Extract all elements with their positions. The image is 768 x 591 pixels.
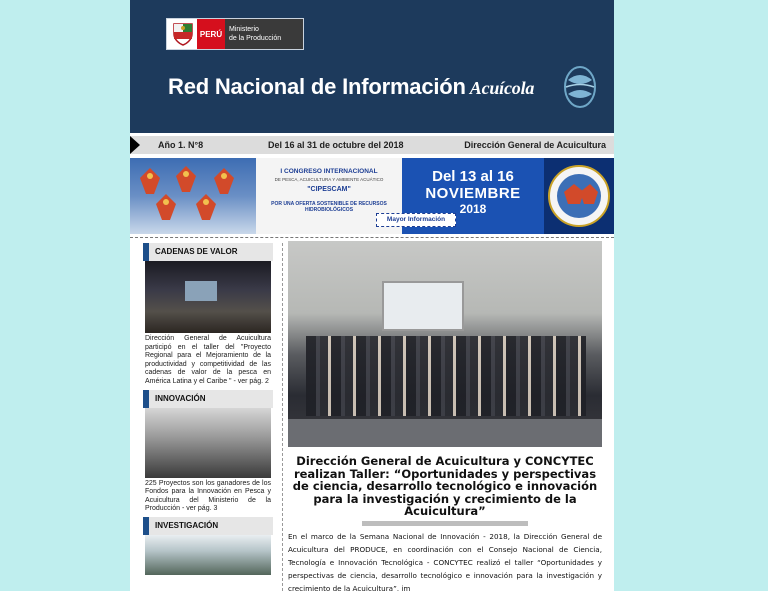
sidebar-section-innovacion[interactable] [143,390,273,517]
arrow-right-icon [130,136,140,154]
ministry-line-2: de la Producción [229,35,282,42]
newsletter-page [130,0,614,591]
peru-label: PERÚ [197,19,225,49]
sidebar [143,243,273,591]
congress-title: I CONGRESO INTERNACIONAL [280,168,378,175]
article-body: En el marco de la Semana Nacional de Innovación - 2018, la Dirección General de Acuicultura del PRODUCE, en coordinación con el Consejo Nacional de Ciencia, Tecnología e Innovación Tecnológica - CONCYTEC realizó el taller “Oportunidades y perspectivas de ciencia, desarrollo tecnológico e innovación para la investigación y crecimiento de la Acuicultura”, im [288,531,602,591]
banner-artwork-left [130,158,256,234]
congress-name: "CIPESCAM" [307,186,351,193]
issue-info-bar [130,136,614,154]
group-of-people [306,336,586,416]
section-summary: 225 Proyectos son los ganadores de los Fondos para la Innovación en Pesca y Acuicultura del Ministerio de la Producción - ver pág. 3 [145,479,271,513]
sidebar-section-cadenas[interactable] [143,243,273,390]
floor [288,419,602,447]
title-text: Red Nacional de Información [168,74,466,99]
newsletter-title [168,74,534,100]
section-heading: INNOVACIÓN [143,390,273,408]
date-line-3: 2018 [459,202,487,216]
article-headline[interactable]: Dirección General de Acuicultura y CONCYTEC realizan Taller: “Oportunidades y perspectivas de ciencia, desarrollo tecnológico e innovación para la investigación y crecimiento de la Acuicultura” [292,454,598,518]
title-script-text: Acuícola [469,78,535,98]
cadenas-photo [145,261,271,333]
article-photo [288,241,602,447]
main-article [288,241,602,591]
innovacion-photo [145,408,271,478]
issue-number: Año 1. N°8 [158,140,204,150]
fish-logo-icon [560,62,600,112]
date-line-2: NOVIEMBRE [425,185,521,202]
department-name: Dirección General de Acuicultura [464,140,606,150]
newsletter-header [130,0,614,133]
section-heading: INVESTIGACIÓN [143,517,273,535]
issue-dates: Del 16 al 31 de octubre del 2018 [268,140,404,150]
more-info-button[interactable]: Mayor Información [376,213,456,227]
congress-banner[interactable] [130,158,614,234]
section-summary: Dirección General de Acuicultura participó en el taller del "Proyecto Regional para el Mejoramiento de la productividad y competitividad de las cadenas de valor de la pesca en América Latina y el Caribe " - ver pág. 2 [145,335,271,385]
date-line-1: Del 13 al 16 [432,168,514,185]
congress-tagline: POR UNA OFERTA SOSTENIBLE DE RECURSOS HIDROBIOLÓGICOS [271,201,387,213]
sidebar-section-investigacion[interactable] [143,517,273,575]
section-heading: CADENAS DE VALOR [143,243,273,261]
government-logo[interactable] [166,18,304,50]
column-divider [282,243,283,591]
cipescam-seal-icon [544,158,614,234]
coat-of-arms-icon [169,20,197,48]
section-divider [130,237,614,238]
ministry-label [225,19,303,49]
projector-screen [382,281,464,331]
investigacion-photo [145,535,271,575]
ministry-line-1: Ministerio [229,26,259,33]
congress-subtitle: DE PESCA, ACUICULTURA Y AMBIENTE ACUÁTICO [274,177,384,182]
headline-underline [362,521,528,526]
